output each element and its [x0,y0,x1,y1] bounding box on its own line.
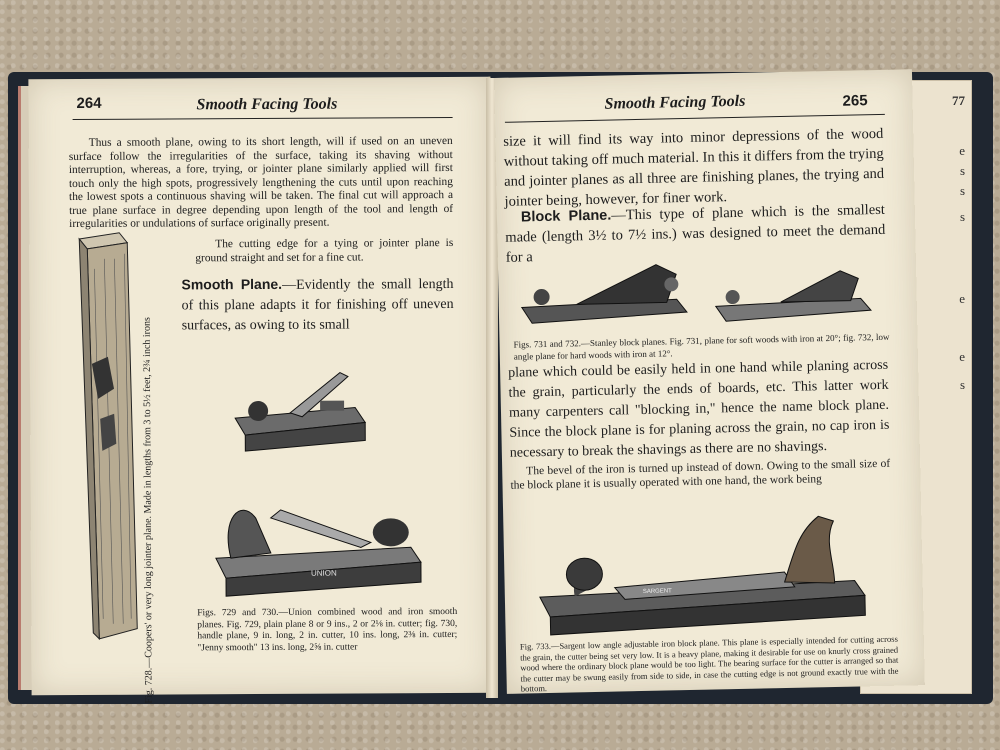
back-page-letter: e [959,291,965,306]
fig728-caption: Fig. 728.—Coopers' or very long jointer plane. Made in lengths from 3 to 5½ feet, 2¾ inch irons [141,317,155,704]
plane-stamp: SARGENT [642,588,672,595]
back-page-letter: e [959,349,965,364]
page-header: Smooth Facing Tools [604,92,746,113]
block-plane-731-illustration [516,254,698,338]
continued-paragraph: size it will find its way into minor depressions of the wood without taking off much material. In this it differs from the trying and jointer planes as all three are finishing planes, the trying and jointer being, however, for finer work. [503,125,885,210]
page-number: 265 [842,92,868,110]
intro-paragraph: Thus a smooth plane, owing to its short length, will if used on an uneven surface follow the irregularities of the surface, taking its shaving without interruption, whereas, a fore, trying, or jointer plane similarly applied will first touch only the high spots, progressively lengthening the cuts until upon reaching the lowest spots a continuous shaving will be taken. The final cut will approach a true plane surface in degree depending upon length of the tool and length of irregularities or undulations of surface originally present. [68,134,454,231]
back-page-letter: s [959,209,965,224]
handle-plane-illustration [210,477,431,598]
smooth-plane-illustration [230,362,370,453]
fig733-caption: Fig. 733.—Sargent low angle adjustable iron block plane. This plane is especially intended for cutting across the grain, the cutter being set very low. It is a heavy plane, making it desirable for use on knurly cross grained wood where the ordinary block plane would be too light. The bearing surface for the cutter is arranged so that the cutter may be swung easily from side to side, in case the cutting edge is not ground exactly true with the bottom. [519,633,899,694]
plane-stamp: UNION [310,568,337,578]
right-page [494,69,925,694]
block-plane-732-illustration [710,258,881,332]
jointer-plane-illustration [69,229,151,649]
back-page-letter: s [959,163,965,178]
header-rule [505,114,885,123]
smooth-plane-text: —Evidently the small length of this plane adapts it for finishing off uneven surfaces, as owing to its small [181,276,454,334]
back-page-letter: s [959,183,965,198]
back-page-letter: s [959,377,965,392]
header-rule [73,117,453,120]
fig729-caption: Figs. 729 and 730.—Union combined wood and iron smooth planes. Fig. 729, plain plane 8 or 9 ins., 2 or 2⅛ in. cutter; fig. 730, handle plane, 9 in. long, 2 in. cutter, 10 ins. long, 2⅜ in. cutter; "Jenny smooth" 13 ins. long, 2⅝ in. cutter [197,606,458,653]
back-page-letter: e [959,143,965,158]
sargent-block-plane-illustration [533,490,876,637]
bevel-paragraph: The bevel of the iron is turned up instead of down. Owing to the small size of the block plane it is usually operated with one hand, the work being [510,457,891,492]
cutting-edge-paragraph: The cutting edge for a tying or jointer plane is ground straight and set for a fine cut. [195,236,454,264]
smooth-plane-heading: Smooth Plane. [181,275,283,293]
page-header: Smooth Facing Tools [196,95,338,114]
fig731-caption: Figs. 731 and 732.—Stanley block planes. Fig. 731, plane for soft woods with iron at 20°; fig. 732, low angle plane for hard woods with iron at 12°. [513,331,890,362]
smooth-plane-paragraph [181,273,453,336]
back-page-number: 77 [952,93,965,108]
block-plane-heading: Block Plane. [520,207,612,226]
page-number: 264 [76,94,102,112]
block-plane-continued-paragraph: plane which could be easily held in one hand while planing across the grain, particularly the ends of boards, etc. This latter work many carpenters call "blocking in," hence the name block plane. Since the block plane is for planing across the grain, no cap iron is necessary to break the shavings as there are no shavings. [508,357,890,461]
left-page [28,77,493,704]
block-plane-text: —This type of plane which is the smallest made (length 3½ to 7½ ins.) was designed to meet the demand for a [505,201,886,266]
